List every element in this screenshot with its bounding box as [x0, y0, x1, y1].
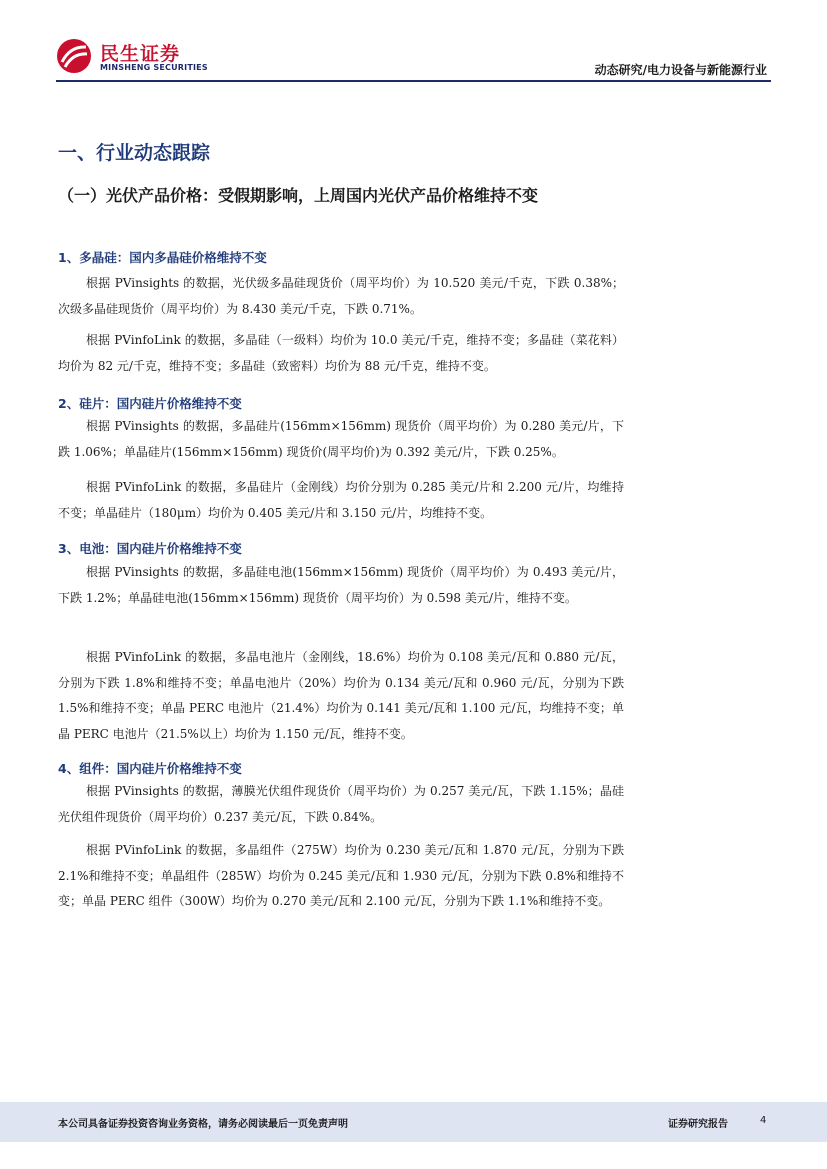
section-title: 一、行业动态跟踪 — [58, 142, 211, 164]
header-divider — [56, 80, 771, 82]
paragraph: 根据 PVinfoLink 的数据，多晶硅（一级料）均价为 10.0 美元/千克，维持不变；多晶硅（菜花料）均价为 82 元/千克，维持不变；多晶硅（致密料）均价为 88 元/千克，维持不变。 — [58, 333, 624, 373]
footer-report-type: 证券研究报告 — [668, 1119, 728, 1130]
minsheng-logo-icon — [56, 38, 92, 74]
page-number: 4 — [760, 1115, 767, 1126]
paragraph: 根据 PVinfoLink 的数据，多晶电池片（金刚线，18.6%）均价为 0.108 美元/瓦和 0.880 元/瓦，分别为下跌 1.8%和维持不变；单晶电池片（20%）均价为 0.134 美元/瓦和 0.960 元/瓦，分别为下跌 1.5%和维持不变；单晶 PERC 电池片（21.4%）均价为 0.141 美元/瓦和 1.100 元/瓦，均维持不变；单晶 PERC 电池片（21.5%以上）均价为 1.150 元/瓦，维持不变。 — [58, 650, 624, 741]
footer-disclaimer: 本公司具备证券投资咨询业务资格，请务必阅读最后一页免责声明 — [58, 1119, 348, 1130]
paragraph: 根据 PVinfoLink 的数据，多晶组件（275W）均价为 0.230 美元/瓦和 1.870 元/瓦，分别为下跌 2.1%和维持不变；单晶组件（285W）均价为 0.245 美元/瓦和 1.930 元/瓦，分别为下跌 0.8%和维持不变；单晶 PERC 组件（300W）均价为 0.270 美元/瓦和 2.100 元/瓦，分别为下跌 1.1%和维持不变。 — [58, 843, 624, 908]
paragraph: 根据 PVinsights 的数据，多晶硅片(156mm×156mm) 现货价（周平均价）为 0.280 美元/片，下跌 1.06%；单晶硅片(156mm×156mm) 现货价(周平均价)为 0.392 美元/片，下跌 0.25%。 — [58, 419, 624, 459]
subsection-heading-cell: 3、电池：国内硅片价格维持不变 — [58, 541, 242, 556]
paragraph: 根据 PVinsights 的数据，多晶硅电池(156mm×156mm) 现货价（周平均价）为 0.493 美元/片，下跌 1.2%；单晶硅电池(156mm×156mm) 现货价（周平均价）为 0.598 美元/片，维持不变。 — [58, 565, 624, 605]
subsection-heading-module: 4、组件：国内硅片价格维持不变 — [58, 761, 242, 776]
logo-text-cn: 民生证券 — [100, 43, 181, 65]
report-category: 动态研究/电力设备与新能源行业 — [594, 63, 767, 77]
subsection-heading-polysilicon: 1、多晶硅：国内多晶硅价格维持不变 — [58, 250, 267, 265]
paragraph: 根据 PVinsights 的数据，光伏级多晶硅现货价（周平均价）为 10.520 美元/千克，下跌 0.38%；次级多晶硅现货价（周平均价）为 8.430 美元/千克，下跌 0.71%。 — [58, 276, 624, 316]
logo-text-en: MINSHENG SECURITIES — [100, 63, 208, 72]
section-subtitle: （一）光伏产品价格：受假期影响，上周国内光伏产品价格维持不变 — [58, 186, 539, 205]
subsection-heading-wafer: 2、硅片：国内硅片价格维持不变 — [58, 396, 242, 411]
paragraph: 根据 PVinfoLink 的数据，多晶硅片（金刚线）均价分别为 0.285 美元/片和 2.200 元/片，均维持不变；单晶硅片（180μm）均价为 0.405 美元/片和 3.150 元/片，均维持不变。 — [58, 480, 624, 520]
paragraph: 根据 PVinsights 的数据，薄膜光伏组件现货价（周平均价）为 0.257 美元/瓦，下跌 1.15%；晶硅光伏组件现货价（周平均价）0.237 美元/瓦，下跌 0.84%。 — [58, 784, 624, 824]
company-logo — [56, 38, 216, 78]
